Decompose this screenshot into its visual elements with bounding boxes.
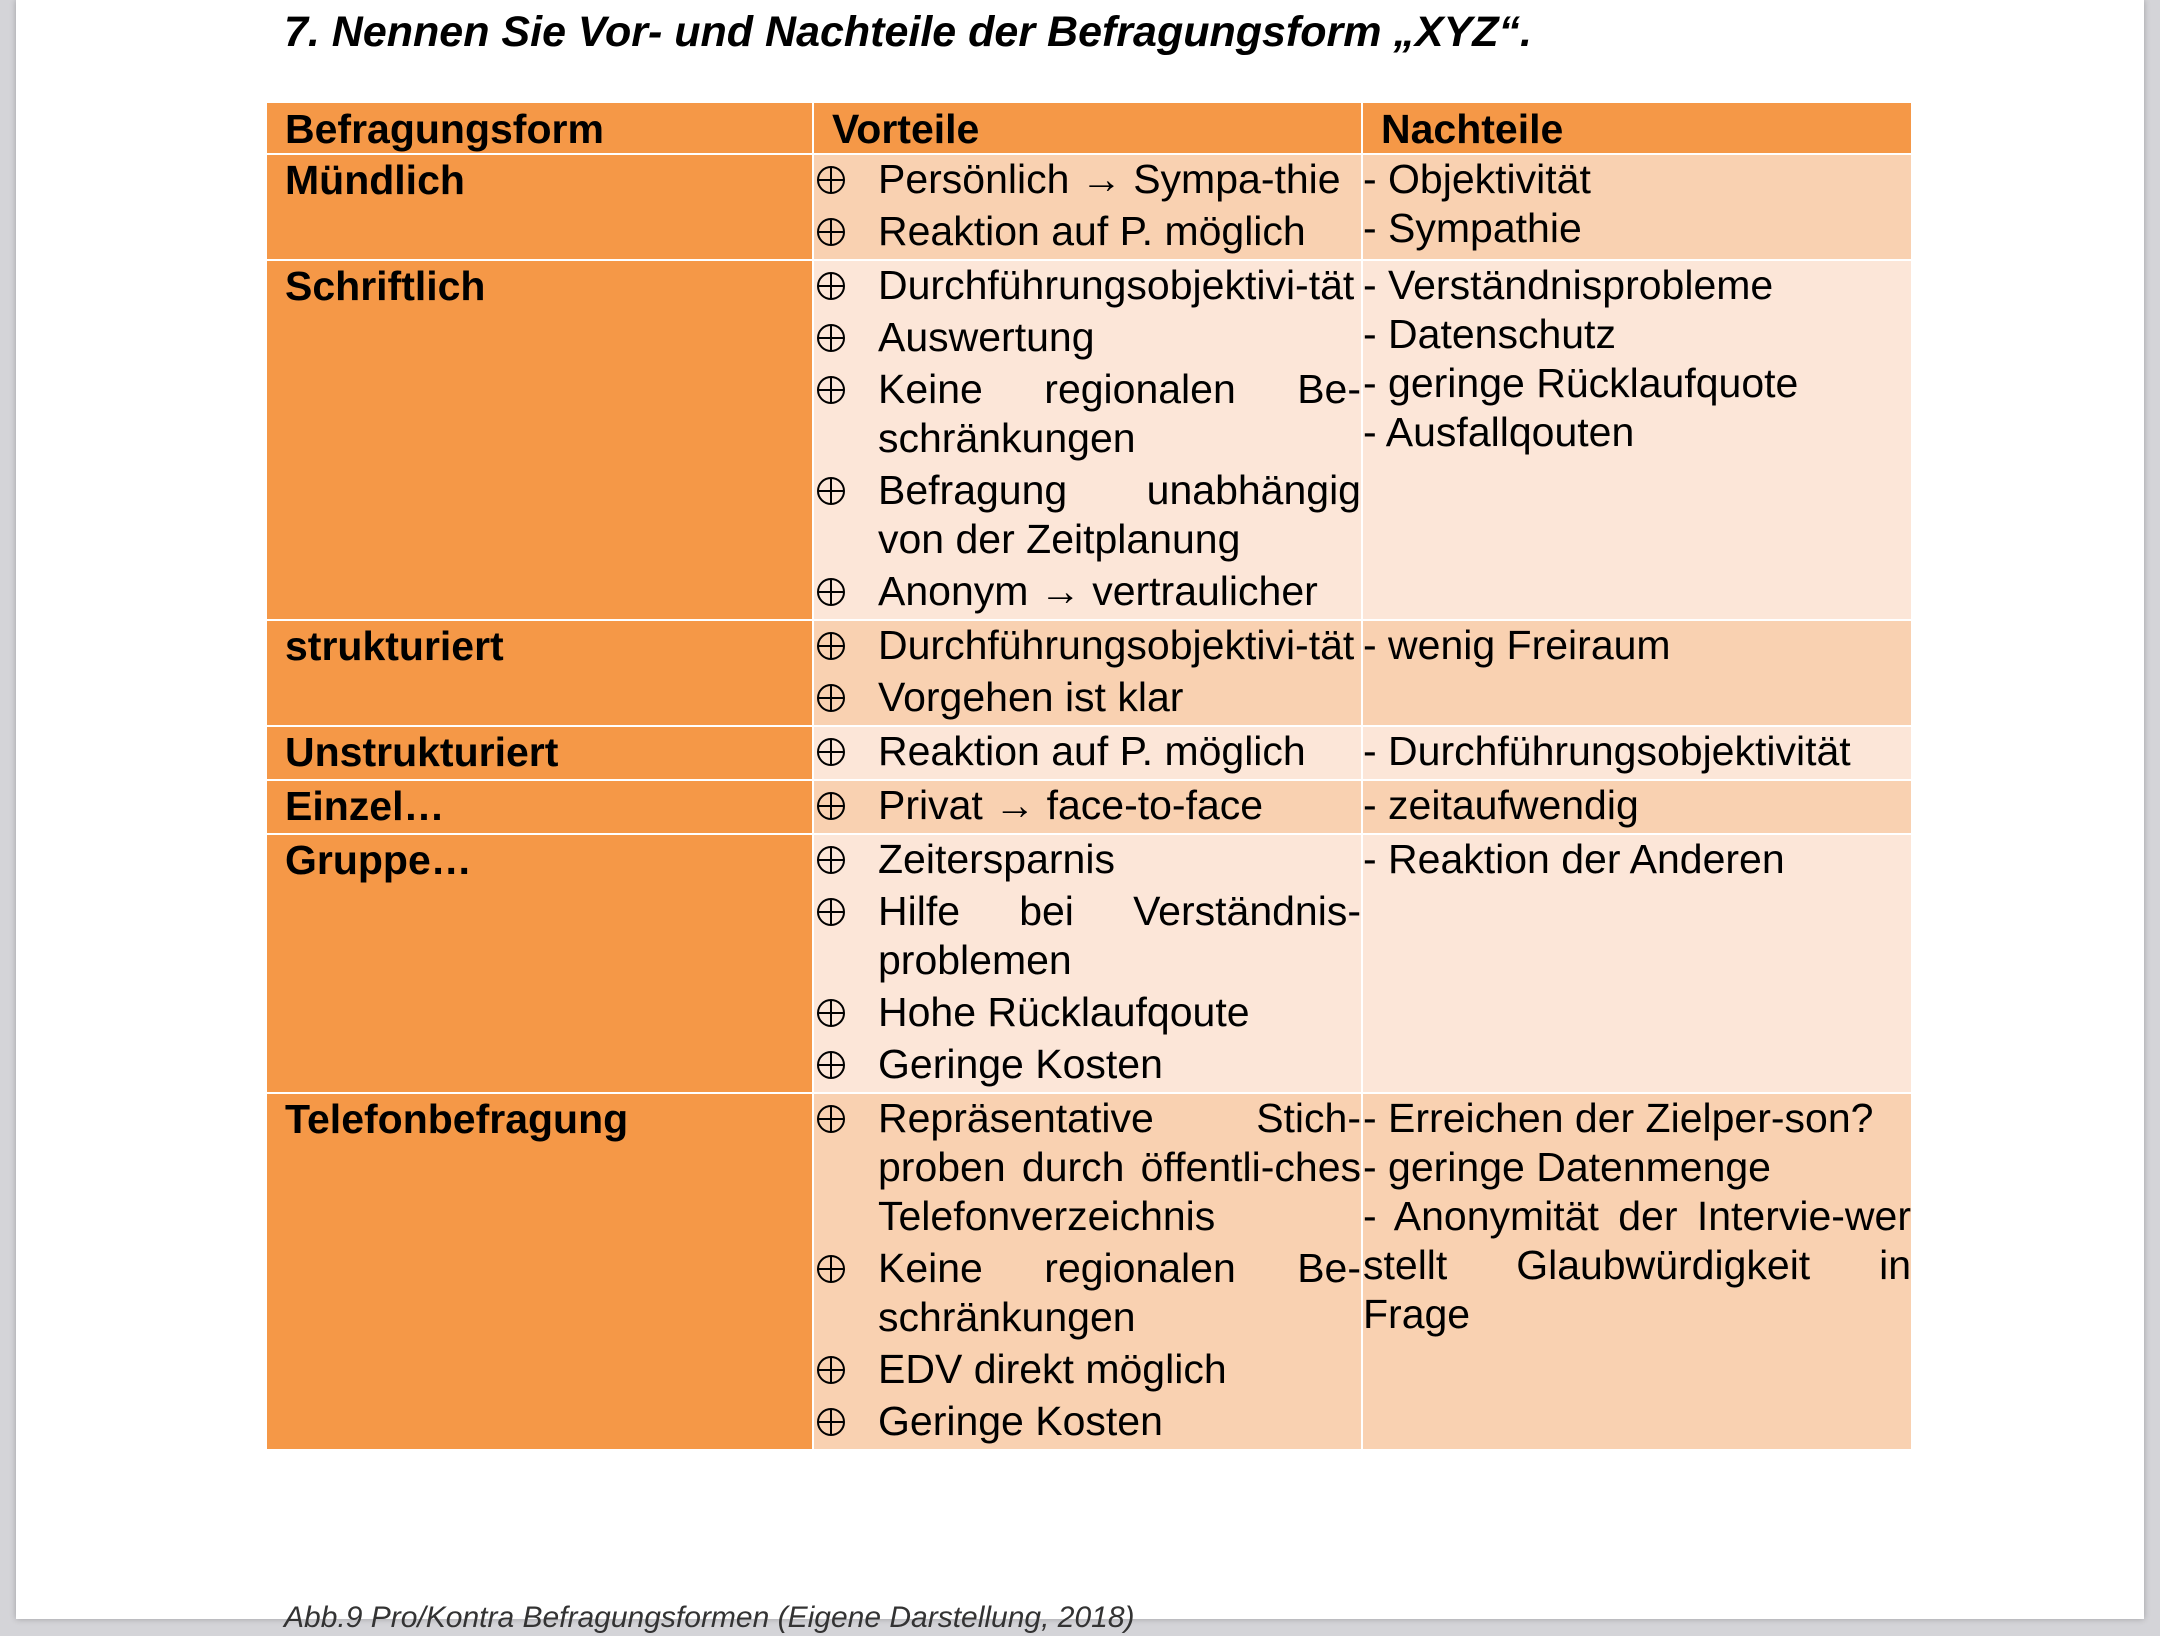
- table-row: [266, 1093, 1912, 1450]
- circled-plus-icon: [814, 567, 848, 616]
- circled-plus-icon: [814, 727, 848, 776]
- pros-cons-table: [265, 101, 1913, 1451]
- vorteil-text: Befragung unabhängig von der Zeitplanung: [878, 467, 1361, 562]
- vorteil-text: Zeitersparnis: [878, 836, 1115, 882]
- circled-plus-icon: [814, 781, 848, 830]
- vorteil-item: [814, 673, 1361, 722]
- befragungsform-cell: Gruppe…: [266, 834, 813, 1093]
- vorteil-text: Repräsentative Stich-proben durch öffentli-ches Telefonverzeichnis: [878, 1095, 1361, 1239]
- vorteil-text: Keine regionalen Be-schränkungen: [878, 366, 1361, 461]
- nachteile-cell: [1362, 260, 1912, 620]
- nachteil-item: - Objektivität: [1363, 156, 1591, 202]
- nachteil-item: - Verständnisprobleme: [1363, 262, 1774, 308]
- circled-plus-icon: [814, 673, 848, 722]
- nachteile-cell: [1362, 620, 1912, 726]
- vorteil-text: Hohe Rücklaufqoute: [878, 989, 1250, 1035]
- vorteil-item: [814, 1397, 1361, 1446]
- vorteil-text: Auswertung: [878, 314, 1095, 360]
- table-row: [266, 260, 1912, 620]
- question-heading: 7. Nennen Sie Vor- und Nachteile der Befragungsform „XYZ“.: [284, 8, 1533, 56]
- header-vorteile: Vorteile: [813, 102, 1362, 154]
- nachteil-item: - Durchführungsobjektivität: [1363, 728, 1851, 774]
- vorteil-item: [814, 727, 1361, 776]
- befragungsform-cell: Einzel…: [266, 780, 813, 834]
- nachteil-item: - Ausfallqouten: [1363, 409, 1635, 455]
- nachteile-cell: [1362, 1093, 1912, 1450]
- header-nachteile: Nachteile: [1362, 102, 1912, 154]
- vorteil-item: [814, 155, 1361, 204]
- table-row: [266, 834, 1912, 1093]
- vorteil-item: [814, 835, 1361, 884]
- table-header-row: [266, 102, 1912, 154]
- vorteile-cell: [813, 1093, 1362, 1450]
- vorteile-cell: [813, 620, 1362, 726]
- vorteil-item: [814, 887, 1361, 985]
- nachteile-cell: [1362, 154, 1912, 260]
- befragungsform-cell: strukturiert: [266, 620, 813, 726]
- vorteil-text: Anonym → vertraulicher: [878, 568, 1318, 614]
- vorteil-text: Geringe Kosten: [878, 1398, 1163, 1444]
- vorteil-text: Hilfe bei Verständnis-problemen: [878, 888, 1361, 983]
- vorteil-item: [814, 207, 1361, 256]
- vorteil-item: [814, 365, 1361, 463]
- document-page: [16, 0, 2144, 1634]
- vorteil-text: Durchführungsobjektivi-tät: [878, 622, 1355, 668]
- nachteil-item: - geringe Rücklaufquote: [1363, 360, 1799, 406]
- nachteile-cell: [1362, 834, 1912, 1093]
- circled-plus-icon: [814, 835, 848, 884]
- table-row: [266, 726, 1912, 780]
- circled-plus-icon: [814, 621, 848, 670]
- vorteil-item: [814, 988, 1361, 1037]
- vorteil-item: [814, 313, 1361, 362]
- table-body: [266, 154, 1912, 1450]
- nachteil-item: - Datenschutz: [1363, 311, 1616, 357]
- circled-plus-icon: [814, 155, 848, 204]
- circled-plus-icon: [814, 313, 848, 362]
- circled-plus-icon: [814, 887, 848, 936]
- befragungsform-cell: Mündlich: [266, 154, 813, 260]
- vorteil-text: EDV direkt möglich: [878, 1346, 1227, 1392]
- vorteile-cell: [813, 260, 1362, 620]
- vorteile-cell: [813, 834, 1362, 1093]
- vorteil-item: [814, 1244, 1361, 1342]
- vorteile-cell: [813, 154, 1362, 260]
- nachteil-item: - zeitaufwendig: [1363, 782, 1639, 828]
- nachteile-cell: [1362, 726, 1912, 780]
- vorteil-item: [814, 567, 1361, 616]
- nachteil-item: - Anonymität der Intervie-wer stellt Glaubwürdigkeit in Frage: [1363, 1193, 1911, 1337]
- befragungsform-cell: Unstrukturiert: [266, 726, 813, 780]
- circled-plus-icon: [814, 1244, 848, 1293]
- vorteil-text: Durchführungsobjektivi-tät: [878, 262, 1355, 308]
- vorteil-text: Reaktion auf P. möglich: [878, 208, 1306, 254]
- nachteil-item: - wenig Freiraum: [1363, 622, 1671, 668]
- nachteil-item: - Sympathie: [1363, 205, 1582, 251]
- befragungsform-cell: Telefonbefragung: [266, 1093, 813, 1450]
- circled-plus-icon: [814, 1040, 848, 1089]
- circled-plus-icon: [814, 1345, 848, 1394]
- circled-plus-icon: [814, 207, 848, 256]
- vorteil-text: Geringe Kosten: [878, 1041, 1163, 1087]
- header-befragungsform: Befragungsform: [266, 102, 813, 154]
- vorteil-item: [814, 1345, 1361, 1394]
- vorteil-item: [814, 621, 1361, 670]
- vorteile-cell: [813, 780, 1362, 834]
- vorteil-item: [814, 781, 1361, 830]
- vorteil-text: Reaktion auf P. möglich: [878, 728, 1306, 774]
- table-row: [266, 780, 1912, 834]
- circled-plus-icon: [814, 466, 848, 515]
- table-row: [266, 154, 1912, 260]
- figure-caption: Abb.9 Pro/Kontra Befragungsformen (Eigene Darstellung, 2018): [284, 1601, 1135, 1634]
- vorteil-text: Vorgehen ist klar: [878, 674, 1184, 720]
- nachteil-item: - Reaktion der Anderen: [1363, 836, 1785, 882]
- nachteil-item: - Erreichen der Zielper-son?: [1363, 1095, 1874, 1141]
- circled-plus-icon: [814, 261, 848, 310]
- vorteil-text: Privat → face-to-face: [878, 782, 1264, 828]
- nachteil-item: - geringe Datenmenge: [1363, 1144, 1771, 1190]
- vorteil-item: [814, 261, 1361, 310]
- vorteil-item: [814, 466, 1361, 564]
- circled-plus-icon: [814, 365, 848, 414]
- vorteil-item: [814, 1040, 1361, 1089]
- circled-plus-icon: [814, 1397, 848, 1446]
- circled-plus-icon: [814, 1094, 848, 1143]
- vorteil-text: Keine regionalen Be-schränkungen: [878, 1245, 1361, 1340]
- nachteile-cell: [1362, 780, 1912, 834]
- circled-plus-icon: [814, 988, 848, 1037]
- vorteil-text: Persönlich → Sympa-thie: [878, 156, 1341, 202]
- vorteile-cell: [813, 726, 1362, 780]
- table-row: [266, 620, 1912, 726]
- vorteil-item: [814, 1094, 1361, 1241]
- befragungsform-cell: Schriftlich: [266, 260, 813, 620]
